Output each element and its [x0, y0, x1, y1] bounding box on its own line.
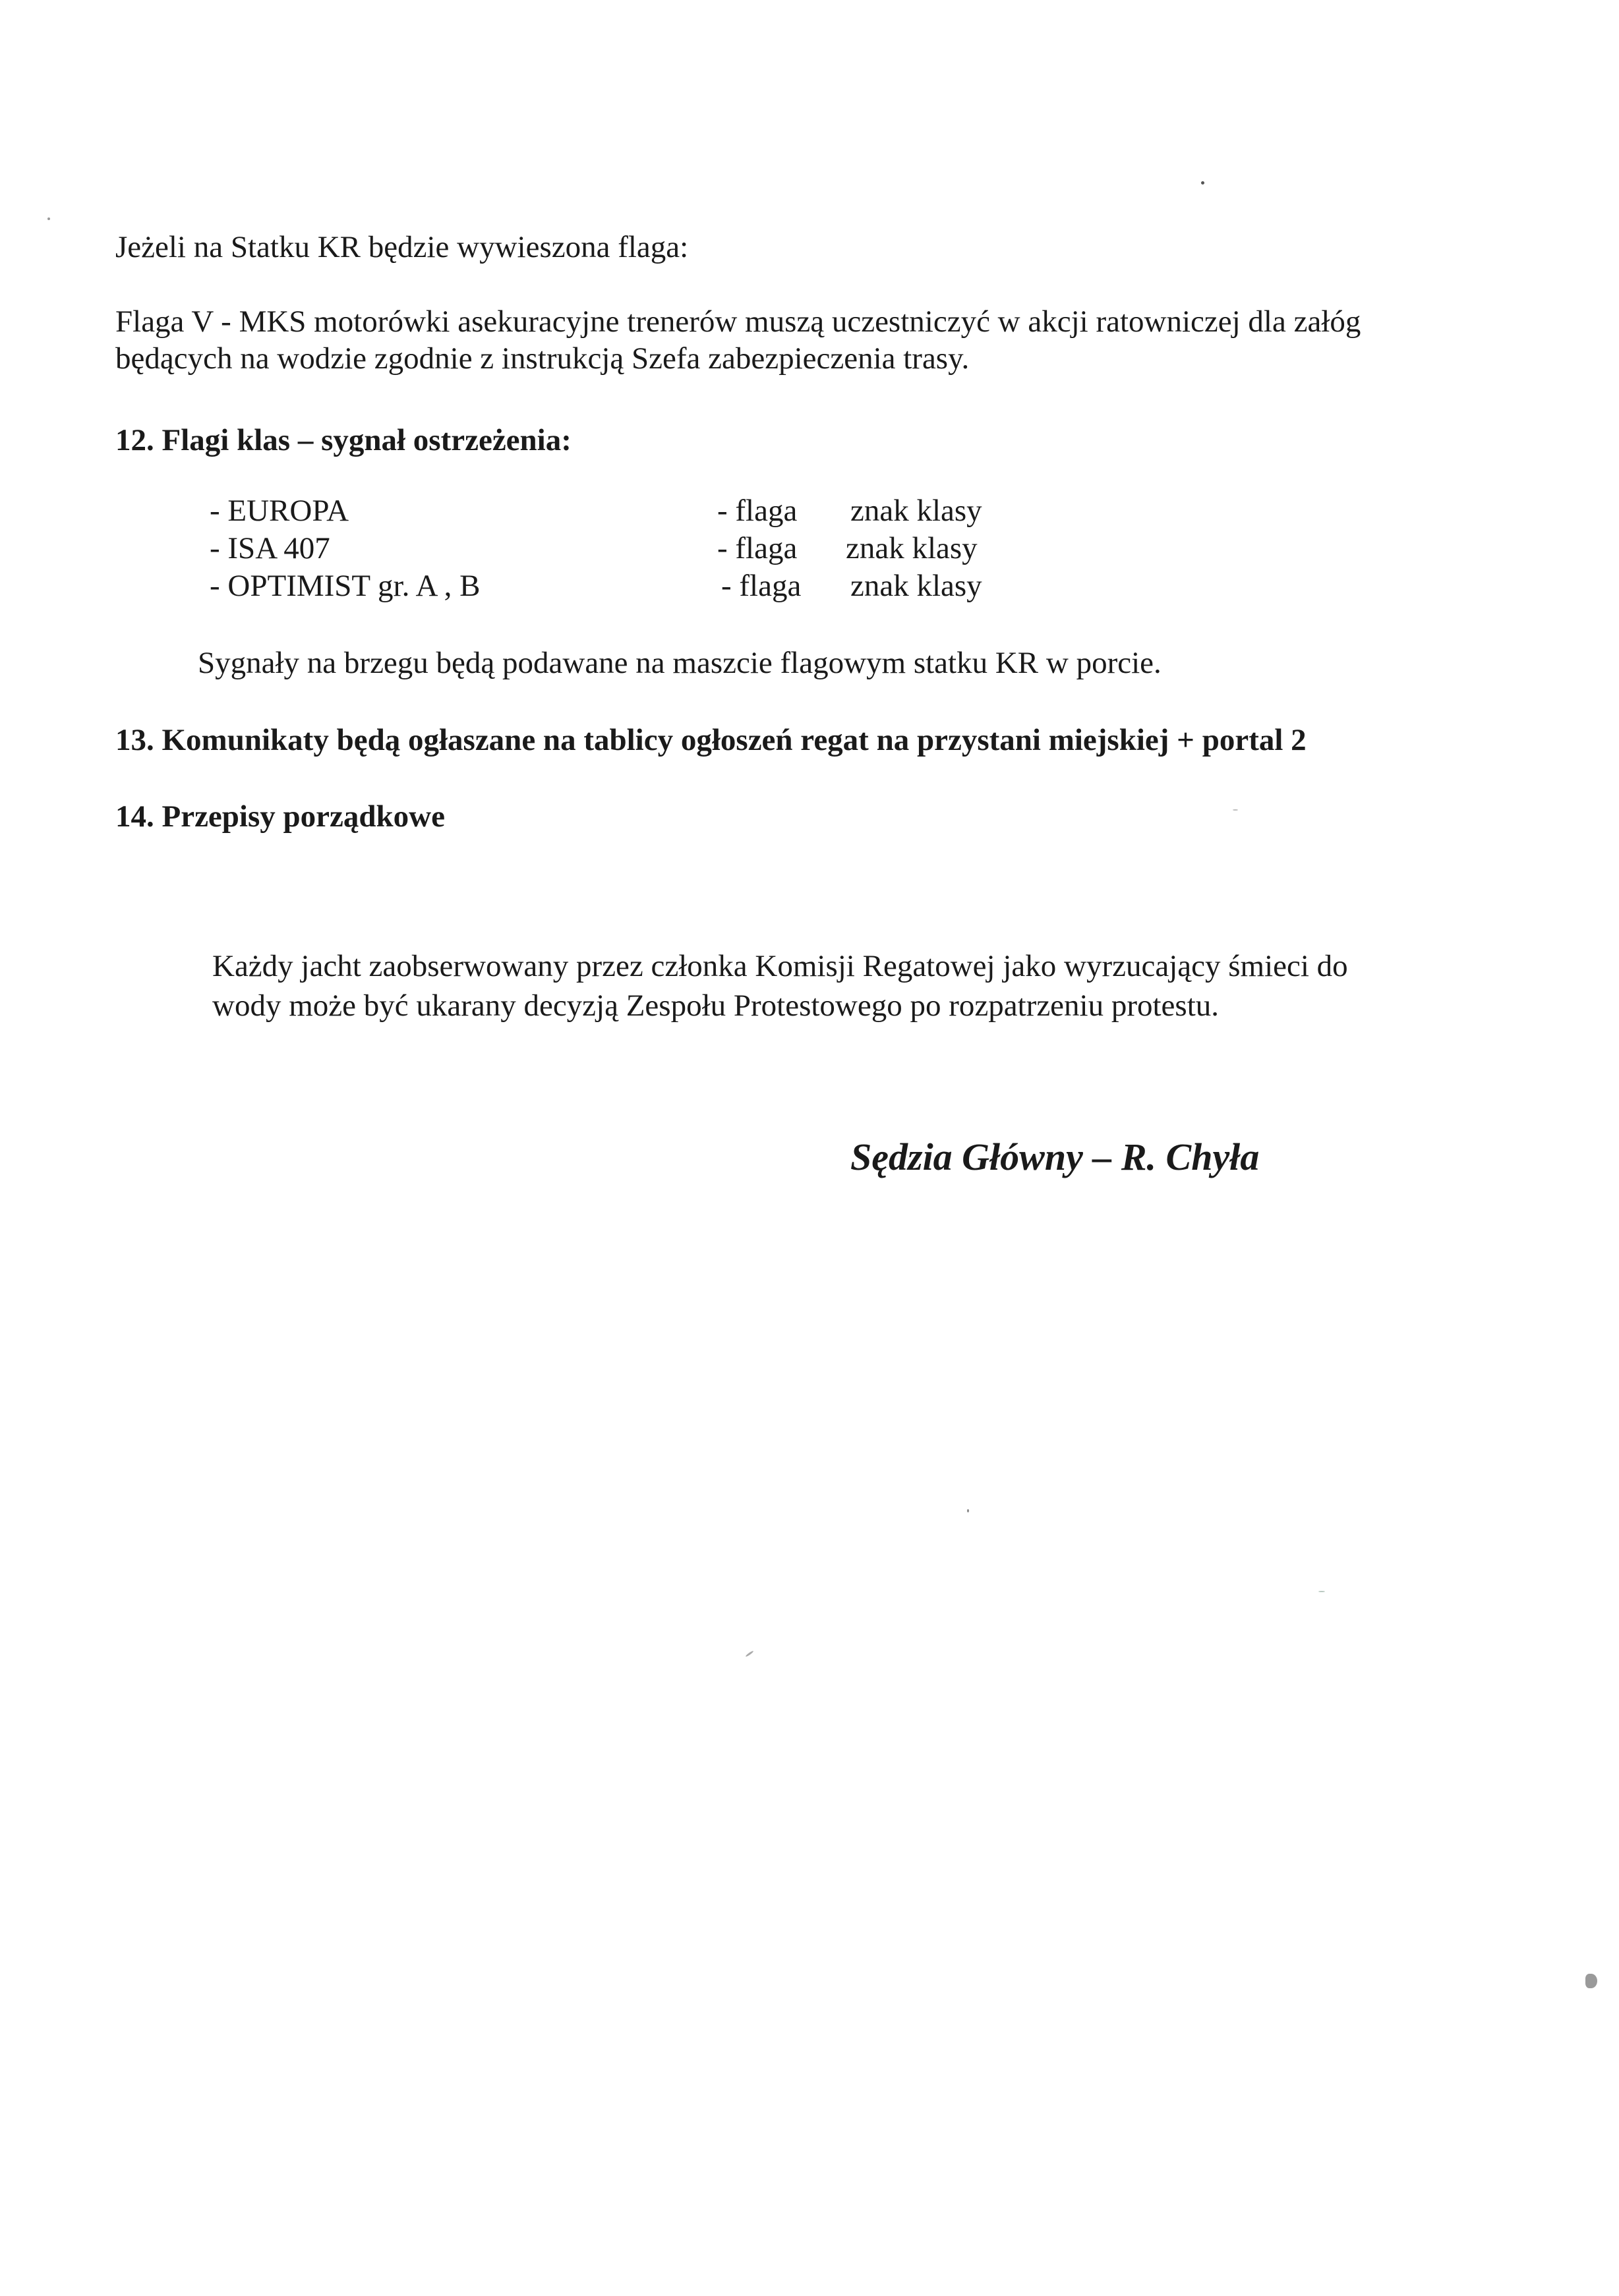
section-14-heading: 14. Przepisy porządkowe	[115, 799, 445, 834]
section-13-heading: 13. Komunikaty będą ogłaszane na tablicy ogłoszeń regat na przystani miejskiej + portal 2	[115, 723, 1307, 757]
class-row-3-sign: znak klasy	[850, 569, 982, 603]
scan-speck	[1585, 1974, 1597, 1988]
rules-line-2: wody może być ukarany decyzją Zespołu Protestowego po rozpatrzeniu protestu.	[212, 989, 1220, 1023]
scan-speck	[1233, 809, 1238, 811]
flag-v-line-2: będących na wodzie zgodnie z instrukcją Szefa zabezpieczenia trasy.	[115, 341, 970, 376]
class-row-1-sign: znak klasy	[850, 494, 982, 528]
section-12-heading: 12. Flagi klas – sygnał ostrzeżenia:	[115, 423, 572, 457]
class-row-2-sign: znak klasy	[846, 531, 978, 565]
class-row-1-name: - EUROPA	[210, 494, 349, 528]
class-row-2-name: - ISA 407	[210, 531, 330, 565]
class-row-2-flag: - flaga	[717, 531, 798, 565]
intro-text: Jeżeli na Statku KR będzie wywieszona flaga:	[115, 230, 689, 264]
scan-speck	[745, 1650, 753, 1657]
rules-line-1: Każdy jacht zaobserwowany przez członka Komisji Regatowej jako wyrzucający śmieci do	[212, 949, 1348, 983]
scan-speck	[1201, 181, 1204, 185]
class-row-3-name: - OPTIMIST gr. A , B	[210, 569, 481, 603]
flag-v-line-1: Flaga V - MKS motorówki asekuracyjne trenerów muszą uczestniczyć w akcji ratowniczej dla załóg	[115, 304, 1361, 339]
scan-speck	[47, 217, 50, 220]
class-row-3-flag: - flaga	[721, 569, 802, 603]
scan-speck	[1318, 1591, 1325, 1592]
signature: Sędzia Główny – R. Chyła	[850, 1135, 1260, 1178]
scan-speck	[967, 1509, 969, 1512]
class-row-1-flag: - flaga	[717, 494, 798, 528]
signals-note: Sygnały na brzegu będą podawane na maszcie flagowym statku KR w porcie.	[198, 646, 1162, 680]
